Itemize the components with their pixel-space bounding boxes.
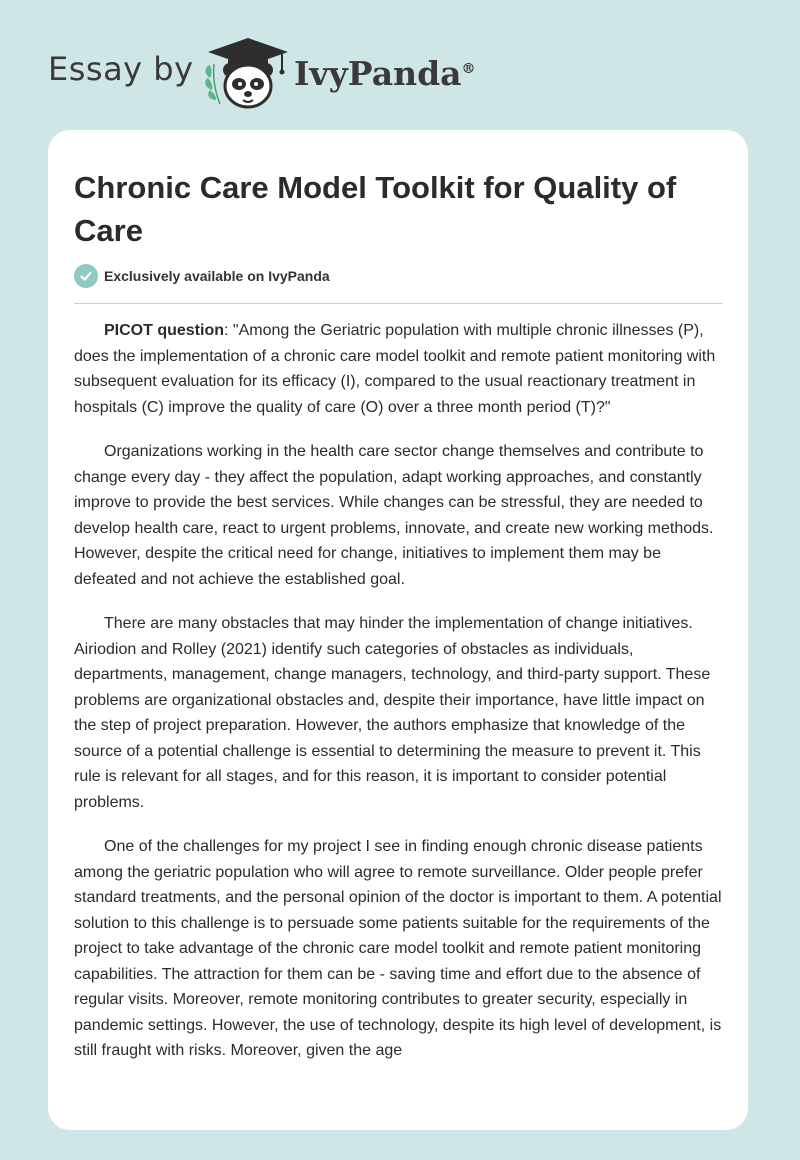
paragraph-2: Organizations working in the health care sector change themselves and contribute to change every day - they affect the population, adapt working approaches, and constantly improve to provide the best services. While changes can be stressful, they are needed to develop health care, react to urgent problems, innovate, and create new working methods. However, despite the critical need for change, initiatives to implement them may be defeated and not achieve the established goal. bbox=[74, 443, 714, 588]
exclusive-badge-text: Exclusively available on IvyPanda bbox=[104, 268, 330, 284]
essay-by-label: Essay by bbox=[48, 50, 194, 88]
essay-card bbox=[48, 130, 748, 1130]
registered-mark: ® bbox=[461, 61, 476, 77]
paragraph-3: There are many obstacles that may hinder the implementation of change initiatives. Airiodion and Rolley (2021) identify such categories of obstacles as individuals, departments, management, change managers, technology, and third-party support. These problems are organizational obstacles and, despite their importance, have little impact on the step of project preparation. However, the authors emphasize that knowledge of the source of a potential challenge is essential to determining the measure to prevent it. This rule is relevant for all stages, and for this reason, it is important to consider potential problems. bbox=[74, 615, 711, 811]
picot-lead: PICOT question bbox=[104, 322, 224, 339]
checkmark-icon bbox=[74, 264, 98, 288]
paragraph-picot bbox=[74, 318, 726, 420]
exclusive-badge bbox=[74, 264, 330, 288]
brand-name: IvyPanda bbox=[294, 54, 462, 93]
ivy-leaf-icon bbox=[205, 64, 220, 104]
site-header bbox=[0, 0, 800, 130]
title-divider bbox=[74, 303, 723, 304]
essay-title: Chronic Care Model Toolkit for Quality of Care bbox=[74, 170, 677, 248]
brand-logo-text[interactable] bbox=[294, 54, 476, 93]
paragraph-4: One of the challenges for my project I see in finding enough chronic disease patients among the geriatric population who will agree to remote surveillance. Older people prefer standard treatments, and the personal opinion of the doctor is important to them. A potential solution to this challenge is to persuade some patients suitable for the requirements of the project to take advantage of the chronic care model toolkit and remote patient monitoring capabilities. The attraction for them can be - saving time and effort due to the absence of regular visits. Moreover, remote monitoring contributes to greater security, especially in pandemic settings. However, the use of technology, despite its high level of development, is still fraught with risks. Moreover, given the age bbox=[74, 838, 722, 1059]
panda-graduate-icon[interactable] bbox=[200, 34, 295, 110]
essay-body bbox=[74, 318, 726, 1083]
picot-text: : "Among the Geriatric population with multiple chronic illnesses (P), does the implementation of a chronic care model toolkit and remote patient monitoring with subsequent evaluation for its efficacy (I), compared to the usual reactionary treatment in hospitals (C) improve the quality of care (O) over a three month period (T)?" bbox=[74, 322, 716, 416]
